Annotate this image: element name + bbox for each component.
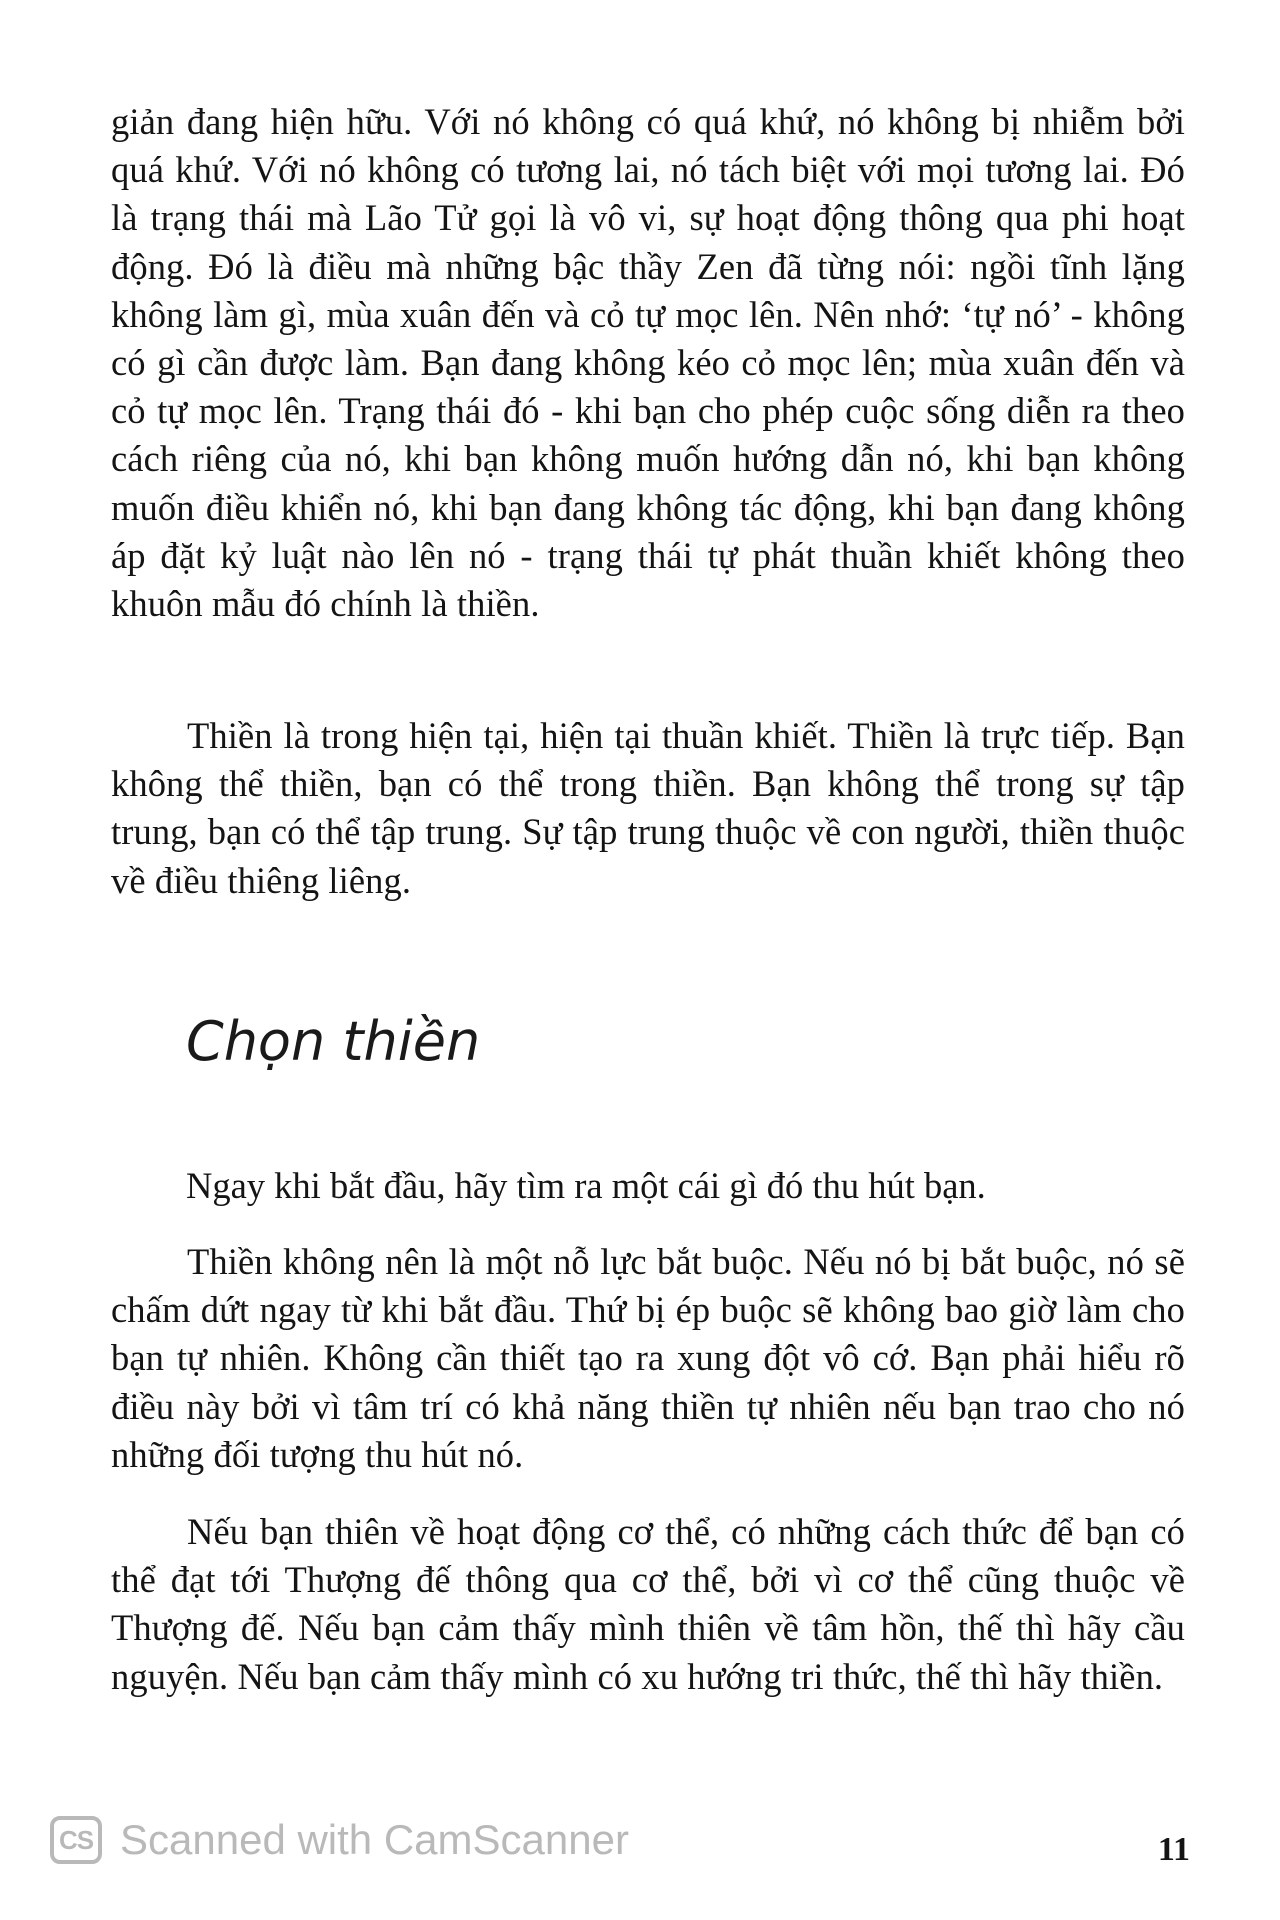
lead-sentence: Ngay khi bắt đầu, hãy tìm ra một cái gì đó thu hút bạn. [186,1165,986,1206]
camscanner-watermark [50,1816,629,1864]
camscanner-label: Scanned with CamScanner [120,1816,629,1863]
page-number: 11 [1157,1831,1190,1868]
section-heading: Chọn thiền [186,1010,481,1073]
paragraph-4: Nếu bạn thiên về hoạt động cơ thể, có những cách thức để bạn có thể đạt tới Thượng đế thông qua cơ thể, bởi vì cơ thể cũng thuộc về Thượng đế. Nếu bạn cảm thấy mình thiên về tâm hồn, thế thì hãy cầu nguyện. Nếu bạn cảm thấy mình có xu hướng tri thức, thế thì hãy thiền. [111,1511,1185,1697]
paragraph-2: Thiền là trong hiện tại, hiện tại thuần khiết. Thiền là trực tiếp. Bạn không thể thiền, bạn có thể trong thiền. Bạn không thể trong sự tập trung, bạn có thể tập trung. Sự tập trung thuộc về con người, thiền thuộc về điều thiêng liêng. [111,715,1185,901]
paragraph-3: Thiền không nên là một nỗ lực bắt buộc. Nếu nó bị bắt buộc, nó sẽ chấm dứt ngay từ khi bắt đầu. Thứ bị ép buộc sẽ không bao giờ làm cho bạn tự nhiên. Không cần thiết tạo ra xung đột vô cớ. Bạn phải hiểu rõ điều này bởi vì tâm trí có khả năng thiền tự nhiên nếu bạn trao cho nó những đối tượng thu hút nó. [111,1241,1185,1475]
paragraph-1: giản đang hiện hữu. Với nó không có quá khứ, nó không bị nhiễm bởi quá khứ. Với nó không có tương lai, nó tách biệt với mọi tương lai. Đó là trạng thái mà Lão Tử gọi là vô vi, sự hoạt động thông qua phi hoạt động. Đó là điều mà những bậc thầy Zen đã từng nói: ngồi tĩnh lặng không làm gì, mùa xuân đến và cỏ tự mọc lên. Nên nhớ: ‘tự nó’ - không có gì cần được làm. Bạn đang không kéo cỏ mọc lên; mùa xuân đến và cỏ tự mọc lên. Trạng thái đó - khi bạn cho phép cuộc sống diễn ra theo cách riêng của nó, khi bạn không muốn hướng dẫn nó, khi bạn không muốn điều khiển nó, khi bạn đang không tác động, khi bạn đang không áp đặt kỷ luật nào lên nó - trạng thái tự phát thuần khiết không theo khuôn mẫu đó chính là thiền. [111,101,1185,625]
camscanner-logo-icon: CS [50,1816,102,1864]
